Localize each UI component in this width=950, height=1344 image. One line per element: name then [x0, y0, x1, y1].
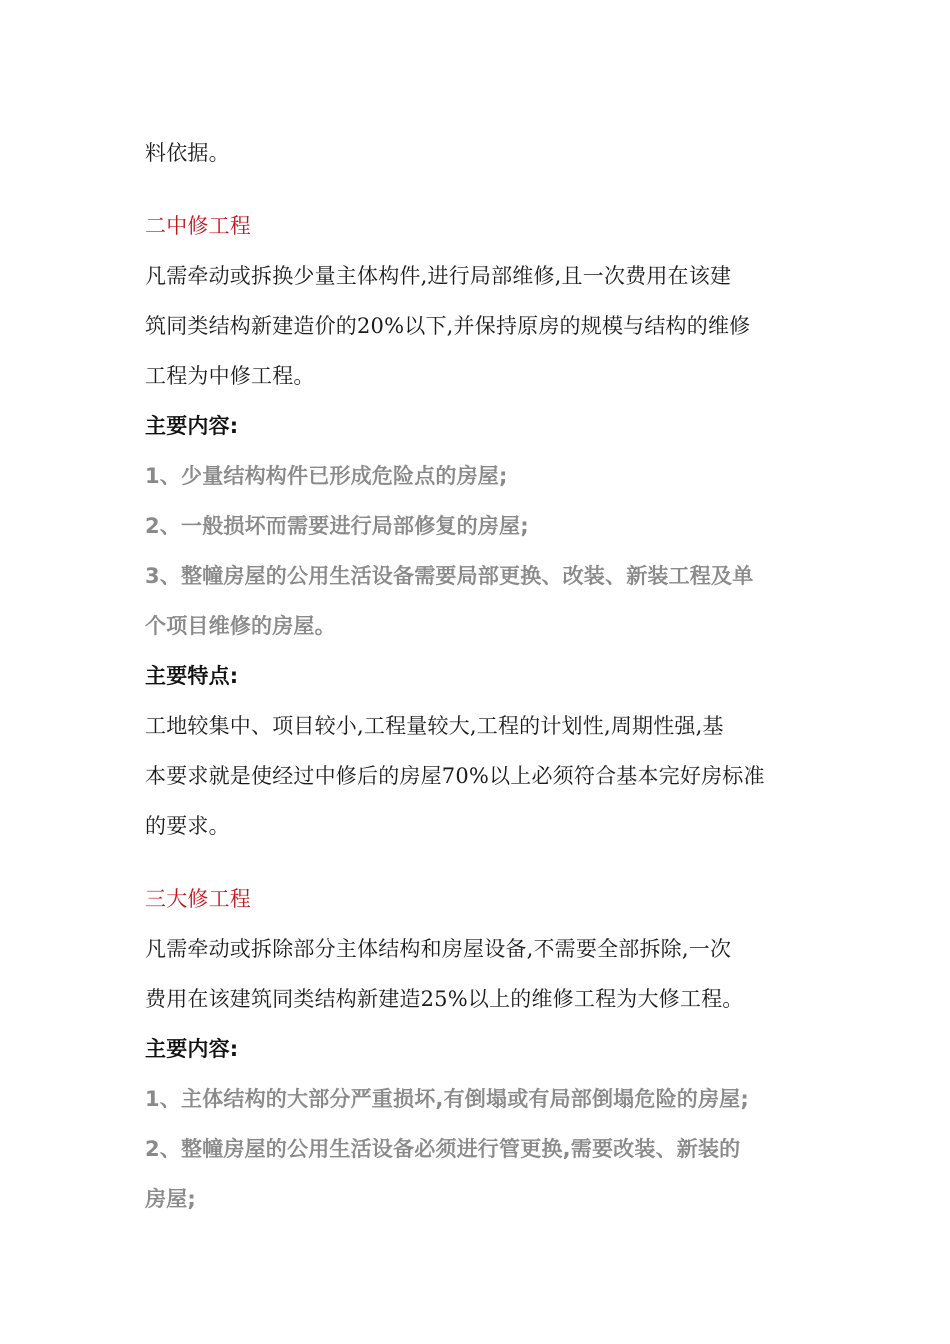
- section-2-content-item-3: 3、整幢房屋的公用生活设备需要局部更换、改装、新装工程及单: [145, 564, 754, 588]
- intro-tail-text: 料依据。: [145, 141, 230, 165]
- section-2-content-heading: 主要内容:: [145, 414, 239, 438]
- section-2-feature-line-1: 工地较集中、项目较小,工程量较大,工程的计划性,周期性强,基: [145, 714, 724, 738]
- section-3-definition-line-2: 费用在该建筑同类结构新建造25%以上的维修工程为大修工程。: [145, 987, 744, 1011]
- section-2-content-item-3-cont: 个项目维修的房屋。: [145, 614, 336, 638]
- section-3-content-heading: 主要内容:: [145, 1037, 239, 1061]
- section-2-content-item-2: 2、一般损坏而需要进行局部修复的房屋;: [145, 514, 529, 538]
- section-2-content-item-1: 1、少量结构构件已形成危险点的房屋;: [145, 464, 508, 488]
- section-2-feature-line-2: 本要求就是使经过中修后的房屋70%以上必须符合基本完好房标准: [145, 764, 765, 788]
- section-3-definition-line-1: 凡需牵动或拆除部分主体结构和房屋设备,不需要全部拆除,一次: [145, 937, 732, 961]
- section-3-title: 三大修工程: [145, 887, 251, 911]
- section-2-definition-line-3: 工程为中修工程。: [145, 364, 315, 388]
- section-3-content-item-2: 2、整幢房屋的公用生活设备必须进行管更换,需要改装、新装的: [145, 1137, 741, 1161]
- section-2-title: 二中修工程: [145, 214, 251, 238]
- section-2-definition-line-1: 凡需牵动或拆换少量主体构件,进行局部维修,且一次费用在该建: [145, 264, 732, 288]
- section-2-feature-line-3: 的要求。: [145, 814, 230, 838]
- section-3-content-item-2-cont: 房屋;: [145, 1187, 196, 1211]
- section-2-feature-heading: 主要特点:: [145, 664, 239, 688]
- section-2-definition-line-2: 筑同类结构新建造价的20%以下,并保持原房的规模与结构的维修: [145, 314, 751, 338]
- section-3-content-item-1: 1、主体结构的大部分严重损坏,有倒塌或有局部倒塌危险的房屋;: [145, 1087, 749, 1111]
